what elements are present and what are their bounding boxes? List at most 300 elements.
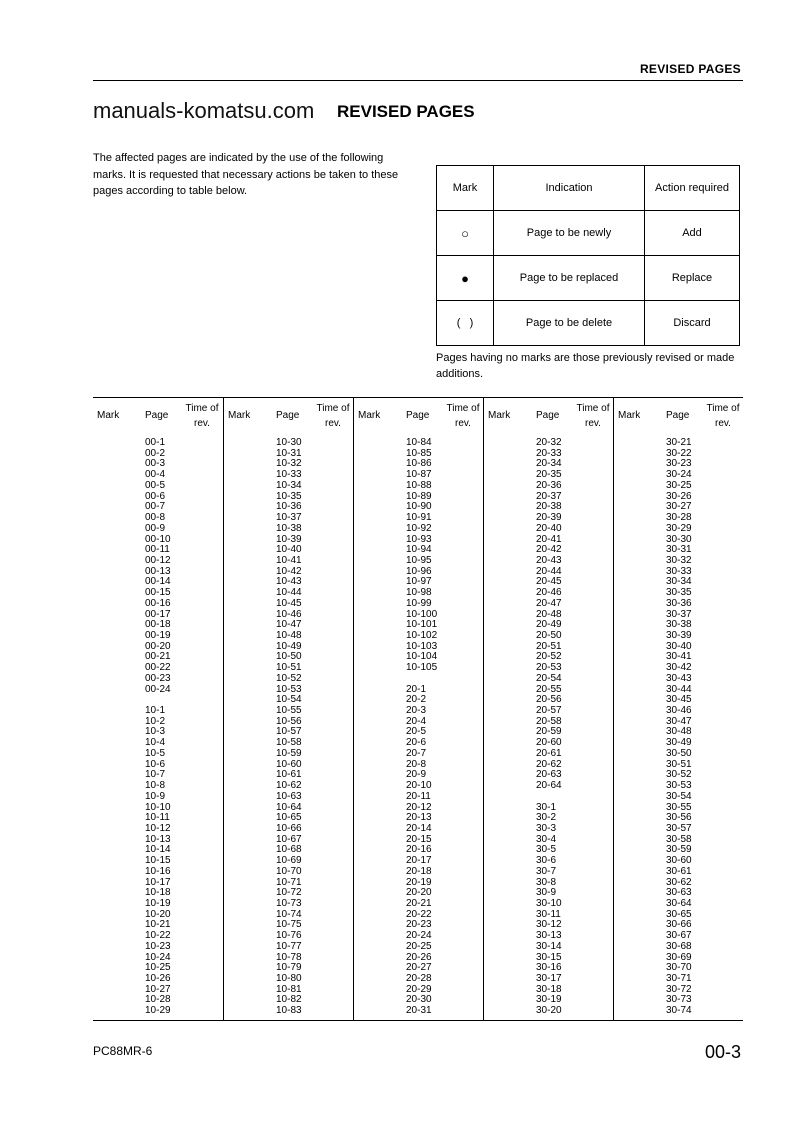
page-entry: 20-54	[536, 672, 562, 684]
page-entry: 30-60	[666, 855, 692, 867]
page-entry: 10-58	[276, 737, 302, 749]
page-entry: 20-61	[536, 747, 562, 759]
page-entry: 30-23	[666, 458, 692, 470]
page-entry: 10-85	[406, 447, 432, 459]
page-entry: 10-33	[276, 469, 302, 481]
page-entry: 20-24	[406, 930, 432, 942]
page-entry: 30-1	[536, 801, 557, 813]
page-entry: 30-58	[666, 833, 692, 845]
page-entry: 10-6	[145, 758, 166, 770]
page-entry: 10-30	[276, 437, 302, 448]
header-time: Time of rev.	[316, 403, 350, 429]
page-entry: 20-58	[536, 715, 562, 727]
page-entry: 30-26	[666, 490, 692, 502]
page-entry: 10-103	[406, 640, 438, 652]
mark-filled-circle: ●	[437, 256, 494, 301]
page-entry: 10-48	[276, 630, 302, 641]
page-entry: 30-49	[666, 737, 692, 749]
page-entry: 10-81	[276, 983, 302, 995]
page-entry: 10-12	[145, 822, 171, 834]
page-entry: 10-59	[276, 747, 302, 759]
page-entry: 10-69	[276, 855, 302, 867]
marks-row	[437, 256, 740, 301]
page-entry: 20-1	[406, 683, 427, 695]
page-entry: 10-37	[276, 512, 302, 523]
page-entry: 10-79	[276, 962, 302, 974]
page-entry: 10-92	[406, 522, 432, 534]
page-entry: 10-38	[276, 522, 302, 534]
page-entry: 10-20	[145, 908, 171, 920]
page-entry: 20-18	[406, 865, 432, 877]
page-entry: 10-51	[276, 662, 302, 674]
page-entry: 10-13	[145, 833, 171, 845]
page-entry: 20-12	[406, 801, 432, 813]
page-entry: 30-8	[536, 876, 557, 888]
page-entry: 30-16	[536, 962, 562, 974]
page-entry: 30-45	[666, 694, 692, 706]
page-entry: 20-9	[406, 769, 427, 781]
page-entry: 10-44	[276, 587, 302, 599]
header-time: Time of rev.	[446, 403, 480, 429]
page-entry: 20-11	[406, 790, 431, 802]
page-entry: 10-14	[145, 844, 171, 856]
page-entry: 10-67	[276, 833, 302, 845]
page-entry: 10-40	[276, 544, 302, 556]
page-entry: 30-40	[666, 640, 692, 652]
marks-legend-table	[436, 165, 740, 346]
page-entry: 20-31	[406, 1005, 432, 1017]
page-entry: 00-10	[145, 533, 171, 545]
page-entry: 10-84	[406, 437, 432, 448]
header-mark: Mark	[437, 166, 494, 211]
page-entry: 00-24	[145, 683, 171, 695]
page-entry: 00-5	[145, 479, 166, 491]
page-entry: 20-32	[536, 437, 562, 448]
page-entry: 20-46	[536, 587, 562, 599]
page-entry: 10-76	[276, 930, 302, 942]
page-entry: 10-63	[276, 790, 302, 802]
marks-header-row	[437, 166, 740, 211]
mark-open-circle: ○	[437, 211, 494, 256]
page-entry: 20-62	[536, 758, 562, 770]
page-entry: 20-51	[536, 640, 562, 652]
page-entry: 00-14	[145, 576, 171, 588]
page-entry: 20-42	[536, 544, 562, 556]
page-entry: 30-51	[666, 758, 692, 770]
page-entry: 10-23	[145, 940, 171, 952]
note-text: Pages having no marks are those previously revised or made additions.	[436, 352, 735, 380]
page-entry: 10-3	[145, 726, 166, 738]
header-mark: Mark	[618, 410, 641, 421]
page-entry: 10-99	[406, 597, 432, 609]
page-entry: 00-23	[145, 672, 171, 684]
revised-pages-table	[93, 397, 743, 1021]
page-entry: 20-49	[536, 619, 562, 631]
page-entry: 10-86	[406, 458, 432, 470]
page-entry: 10-52	[276, 672, 302, 684]
page-entry: 20-20	[406, 887, 432, 899]
page-entry: 30-61	[666, 865, 692, 877]
revised-column-group	[223, 398, 354, 1020]
page-entry: 30-30	[666, 533, 692, 545]
page-entry: 10-75	[276, 919, 302, 931]
page-entry: 10-93	[406, 533, 432, 545]
page-entry: 10-50	[276, 651, 302, 663]
page-entry: 20-25	[406, 940, 432, 952]
page-entry: 20-14	[406, 822, 432, 834]
page-title: REVISED PAGES	[337, 102, 475, 121]
page-entry: 00-19	[145, 630, 171, 641]
page-entry: 30-39	[666, 630, 692, 641]
header-page: Page	[145, 410, 169, 421]
page-entry: 10-9	[145, 790, 166, 802]
page-entry: 20-38	[536, 501, 562, 513]
page-entry: 00-1	[145, 437, 166, 448]
page-entry: 20-13	[406, 812, 432, 824]
page-entry: 10-1	[145, 705, 166, 716]
page-entry: 10-39	[276, 533, 302, 545]
page-entry: 30-41	[666, 651, 692, 663]
page-entry: 30-11	[536, 908, 561, 920]
page-entry: 10-68	[276, 844, 302, 856]
page-entry: 20-59	[536, 726, 562, 738]
page-entry: 30-74	[666, 1005, 692, 1017]
page-entry: 00-21	[145, 651, 171, 663]
page-entry: 20-52	[536, 651, 562, 663]
page-entry: 30-72	[666, 983, 692, 995]
page-entry: 30-20	[536, 1005, 562, 1017]
page-entry: 20-55	[536, 683, 562, 695]
header-mark: Mark	[488, 410, 511, 421]
page-entry: 30-38	[666, 619, 692, 631]
footer-page-number: 00-3	[704, 1042, 741, 1062]
page-entry: 20-50	[536, 630, 562, 641]
page-entry: 10-100	[406, 608, 438, 620]
page-entry: 30-64	[666, 898, 692, 909]
page-entry: 10-65	[276, 812, 302, 824]
page-entry: 10-97	[406, 576, 432, 588]
page-entry: 10-41	[276, 554, 302, 566]
page-entry: 30-33	[666, 565, 692, 577]
page-entry: 10-98	[406, 587, 432, 599]
page-entry: 10-74	[276, 908, 302, 920]
header-page: Page	[406, 410, 430, 421]
indication: Page to be replaced	[494, 256, 645, 301]
page-entry: 10-8	[145, 780, 166, 791]
action: Replace	[645, 256, 740, 301]
page-entry: 30-66	[666, 919, 692, 931]
marks-row	[437, 211, 740, 256]
page-entry: 00-12	[145, 554, 171, 566]
page-entry: 10-2	[145, 715, 166, 727]
page-entry: 20-35	[536, 469, 562, 481]
revised-column-group	[483, 398, 614, 1020]
page-entry: 10-28	[145, 994, 171, 1006]
page-entry: 30-53	[666, 780, 692, 791]
action: Discard	[645, 301, 740, 346]
page-entry: 00-9	[145, 522, 166, 534]
page-entry: 30-27	[666, 501, 692, 513]
footer-model: PC88MR-6	[93, 1044, 153, 1058]
page-entry: 30-42	[666, 662, 692, 674]
page-entry: 00-11	[145, 544, 170, 556]
page-entry: 00-13	[145, 565, 171, 577]
page-entry: 10-22	[145, 930, 171, 942]
page-entry: 10-32	[276, 458, 302, 470]
page-entry: 00-17	[145, 608, 171, 620]
page-entry: 20-21	[406, 898, 432, 909]
page-entry: 10-105	[406, 662, 438, 674]
running-header: REVISED PAGES	[639, 62, 741, 76]
page-entry: 10-11	[145, 812, 170, 824]
page-entry: 10-77	[276, 940, 302, 952]
page-entry: 10-26	[145, 973, 171, 984]
page-entry: 30-12	[536, 919, 562, 931]
page-entry: 30-5	[536, 844, 557, 856]
page-entry: 10-47	[276, 619, 302, 631]
page-entry: 10-16	[145, 865, 171, 877]
page-entry: 30-3	[536, 822, 557, 834]
page-entry: 20-3	[406, 705, 427, 716]
page-entry: 10-53	[276, 683, 302, 695]
page-entry: 20-53	[536, 662, 562, 674]
page-entry: 10-95	[406, 554, 432, 566]
page-entry: 10-18	[145, 887, 171, 899]
page-entry: 10-15	[145, 855, 171, 867]
page-entry: 00-22	[145, 662, 171, 674]
page-entry: 20-63	[536, 769, 562, 781]
page-entry: 20-37	[536, 490, 562, 502]
page-entry: 10-21	[145, 919, 171, 931]
header-mark: Mark	[228, 410, 251, 421]
page-entry: 20-39	[536, 512, 562, 523]
page-entry: 10-89	[406, 490, 432, 502]
page-entry: 20-64	[536, 780, 562, 791]
page-entry: 30-57	[666, 822, 692, 834]
page-entry: 30-10	[536, 898, 562, 909]
page-entry: 30-17	[536, 973, 562, 984]
page-entry: 10-90	[406, 501, 432, 513]
page-entry: 20-45	[536, 576, 562, 588]
page-entry: 20-33	[536, 447, 562, 459]
page-entry: 30-19	[536, 994, 562, 1006]
page-entry: 20-16	[406, 844, 432, 856]
page-entry: 30-9	[536, 887, 557, 899]
page-entry: 20-28	[406, 973, 432, 984]
page-entry: 20-17	[406, 855, 432, 867]
page-entry: 10-56	[276, 715, 302, 727]
page-entry: 10-66	[276, 822, 302, 834]
page-entry: 20-48	[536, 608, 562, 620]
page-entry: 10-87	[406, 469, 432, 481]
page-entry: 20-44	[536, 565, 562, 577]
action: Add	[645, 211, 740, 256]
page-entry: 30-69	[666, 951, 692, 963]
page-entry: 30-29	[666, 522, 692, 534]
page-entry: 30-35	[666, 587, 692, 599]
page-entry: 10-91	[406, 512, 432, 523]
page-entry: 20-10	[406, 780, 432, 791]
page-entry: 10-94	[406, 544, 432, 556]
page-entry: 30-67	[666, 930, 692, 942]
page-entry: 30-44	[666, 683, 692, 695]
page-entry: 20-41	[536, 533, 562, 545]
page-entry: 10-54	[276, 694, 302, 706]
page-entry: 30-59	[666, 844, 692, 856]
page-entry: 10-82	[276, 994, 302, 1006]
page-entry: 30-2	[536, 812, 557, 824]
page-entry: 30-50	[666, 747, 692, 759]
page-entry: 10-4	[145, 737, 166, 749]
intro-text: The affected pages are indicated by the use of the following marks. It is requested that necessary actions be taken to these pages according to table below.	[93, 152, 399, 197]
page-entry: 20-34	[536, 458, 562, 470]
mark-parentheses: ( )	[437, 301, 494, 346]
revised-column-group	[353, 398, 484, 1020]
page-entry: 00-20	[145, 640, 171, 652]
page-entry: 30-56	[666, 812, 692, 824]
page-entry: 10-25	[145, 962, 171, 974]
page-entry: 30-4	[536, 833, 557, 845]
page-entry: 10-29	[145, 1005, 171, 1017]
page-entry: 00-18	[145, 619, 171, 631]
page-entry: 30-73	[666, 994, 692, 1006]
page-entry: 30-48	[666, 726, 692, 738]
page-entry: 10-43	[276, 576, 302, 588]
header-page: Page	[666, 410, 690, 421]
page-entry: 30-36	[666, 597, 692, 609]
page-entry: 10-64	[276, 801, 302, 813]
page-entry: 10-104	[406, 651, 438, 663]
page-entry: 30-70	[666, 962, 692, 974]
page-entry: 20-60	[536, 737, 562, 749]
page-entry: 30-14	[536, 940, 562, 952]
page-entry: 00-2	[145, 447, 166, 459]
header-mark: Mark	[358, 410, 381, 421]
page-entry: 30-22	[666, 447, 692, 459]
indication: Page to be newly	[494, 211, 645, 256]
page-entry: 00-4	[145, 469, 166, 481]
page-entry: 10-101	[406, 619, 438, 631]
page-entry: 30-62	[666, 876, 692, 888]
indication: Page to be delete	[494, 301, 645, 346]
revised-column-group	[93, 398, 223, 1020]
page-entry: 30-71	[666, 973, 692, 984]
page-entry: 00-8	[145, 512, 166, 523]
header-mark: Mark	[97, 410, 120, 421]
header-page: Page	[276, 410, 300, 421]
page-entry: 10-55	[276, 705, 302, 716]
page-entry: 10-31	[276, 447, 302, 459]
page-entry: 20-6	[406, 737, 427, 749]
page-entry: 30-55	[666, 801, 692, 813]
page-entry: 30-52	[666, 769, 692, 781]
page-entry: 20-19	[406, 876, 432, 888]
page-entry: 30-32	[666, 554, 692, 566]
page-entry: 10-61	[276, 769, 302, 781]
header-time: Time of rev.	[706, 403, 740, 429]
page-entry: 20-27	[406, 962, 432, 974]
page-entry: 10-70	[276, 865, 302, 877]
page-entry: 10-10	[145, 801, 171, 813]
revised-column-group	[613, 398, 744, 1020]
page-entry: 30-24	[666, 469, 692, 481]
page-entry: 10-57	[276, 726, 302, 738]
page-entry: 30-46	[666, 705, 692, 716]
page-entry: 20-40	[536, 522, 562, 534]
page-entry: 10-17	[145, 876, 171, 888]
page-entry: 10-36	[276, 501, 302, 513]
page-entry: 10-60	[276, 758, 302, 770]
page-entry: 30-37	[666, 608, 692, 620]
page-entry: 30-21	[666, 437, 692, 448]
page-entry: 00-7	[145, 501, 166, 513]
page-entry: 10-24	[145, 951, 171, 963]
page-entry: 10-7	[145, 769, 166, 781]
page-entry: 10-5	[145, 747, 166, 759]
page-entry: 20-29	[406, 983, 432, 995]
page-entry: 10-80	[276, 973, 302, 984]
page-entry: 10-19	[145, 898, 171, 909]
page-entry: 30-43	[666, 672, 692, 684]
page-entry: 30-13	[536, 930, 562, 942]
header-indication: Indication	[494, 166, 645, 211]
page-entry: 00-15	[145, 587, 171, 599]
page-entry: 10-88	[406, 479, 432, 491]
page-entry: 20-15	[406, 833, 432, 845]
page-entry: 30-34	[666, 576, 692, 588]
page-entry: 30-6	[536, 855, 557, 867]
page-entry: 20-47	[536, 597, 562, 609]
header-action: Action required	[645, 166, 740, 211]
page-entry: 30-28	[666, 512, 692, 523]
page-entry: 30-25	[666, 479, 692, 491]
page-entry: 20-57	[536, 705, 562, 716]
page-entry: 10-62	[276, 780, 302, 791]
page-entry: 10-35	[276, 490, 302, 502]
watermark: manuals-komatsu.com	[93, 98, 315, 123]
page-entry: 00-3	[145, 458, 166, 470]
page-entry: 30-54	[666, 790, 692, 802]
page-entry: 30-68	[666, 940, 692, 952]
page-entry: 20-2	[406, 694, 427, 706]
page-entry: 20-26	[406, 951, 432, 963]
page-entry: 10-71	[276, 876, 302, 888]
page-entry: 10-27	[145, 983, 171, 995]
page-entry: 10-42	[276, 565, 302, 577]
page-entry: 20-23	[406, 919, 432, 931]
marks-row	[437, 301, 740, 346]
page-entry: 00-16	[145, 597, 171, 609]
page-entry: 00-6	[145, 490, 166, 502]
page-entry: 10-72	[276, 887, 302, 899]
page-entry: 30-31	[666, 544, 692, 556]
page-entry: 20-4	[406, 715, 427, 727]
page-entry: 10-96	[406, 565, 432, 577]
page-entry: 20-30	[406, 994, 432, 1006]
page-entry: 30-7	[536, 865, 557, 877]
page-entry: 20-5	[406, 726, 427, 738]
page-entry: 20-8	[406, 758, 427, 770]
page-entry: 20-22	[406, 908, 432, 920]
page-entry: 30-18	[536, 983, 562, 995]
page-entry: 10-45	[276, 597, 302, 609]
page-entry: 20-43	[536, 554, 562, 566]
header-rule	[93, 80, 743, 81]
page-entry: 30-65	[666, 908, 692, 920]
header-page: Page	[536, 410, 560, 421]
page-entry: 20-7	[406, 747, 427, 759]
page-entry: 20-56	[536, 694, 562, 706]
